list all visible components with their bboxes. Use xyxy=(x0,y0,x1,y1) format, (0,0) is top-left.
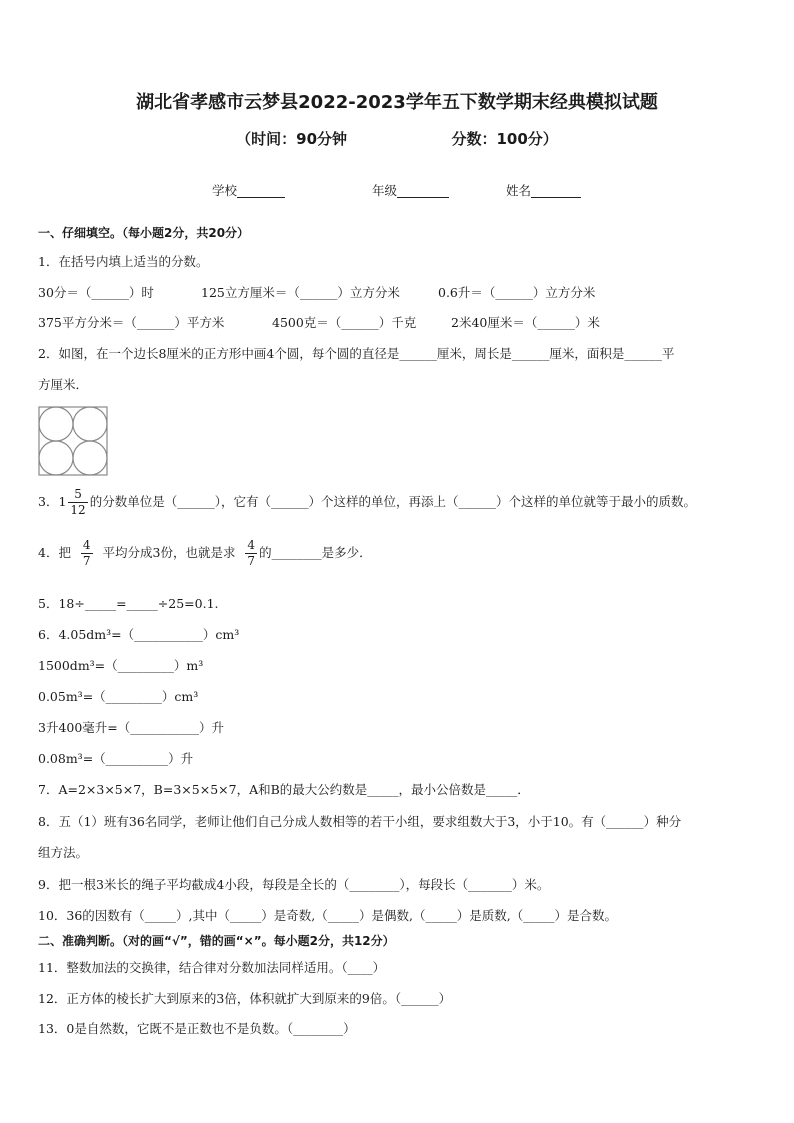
question-2: 2．如图，在一个边长8厘米的正方形中画4个圆，每个圆的直径是______厘米，周长是______厘米，面积是______平 xyxy=(38,346,675,361)
question-6: 6．4.05dm³=（___________）cm³ xyxy=(38,627,240,642)
q6-item: 0.05m³=（_________）cm³ xyxy=(38,689,199,704)
q6-item: 0.08m³=（__________）升 xyxy=(38,751,194,766)
school-field[interactable]: 学校 xyxy=(212,181,285,199)
four-circles-figure xyxy=(38,406,108,476)
q1-item: 0.6升＝（______）立方分米 xyxy=(438,285,596,300)
circle-bottom-right xyxy=(73,441,107,475)
question-11: 11．整数加法的交换律，结合律对分数加法同样适用。（____） xyxy=(38,960,386,975)
question-2-continued: 方厘米． xyxy=(38,377,89,392)
mixed-fraction: $\frac{5}{12}$ xyxy=(70,487,86,517)
question-13: 13．0是自然数，它既不是正数也不是负数。（________） xyxy=(38,1021,356,1036)
q6-item: 1500dm³=（_________）m³ xyxy=(38,658,204,673)
question-10: 10．36的因数有（_____）,其中（_____）是奇数,（_____）是偶数,（_____）是质数,（_____）是合数。 xyxy=(38,908,617,923)
q1-item: 2米40厘米＝（______）米 xyxy=(451,315,600,330)
name-field[interactable]: 姓名 xyxy=(506,181,581,199)
exam-meta xyxy=(0,128,794,149)
q1-item: 4500克＝（______）千克 xyxy=(272,315,417,330)
question-5: 5．18÷_____=_____÷25=0.1. xyxy=(38,596,219,611)
section-2-heading: 二、准确判断。（对的画“√”，错的画“×”。每小题2分，共12分） xyxy=(38,934,395,948)
question-4: 4．把 $\frac{4}{7}$ 平均分成3份，也就是求 $\frac{4}{7}$ 的________是多少． xyxy=(38,538,372,568)
question-1: 1．在括号内填上适当的分数。 xyxy=(38,254,209,269)
section-1-heading: 一、仔细填空。（每小题2分，共20分） xyxy=(38,226,250,240)
q6-item: 3升400毫升=（___________）升 xyxy=(38,720,225,735)
question-9: 9．把一根3米长的绳子平均截成4小段，每段是全长的（________），每段长（_______）米。 xyxy=(38,877,550,892)
q1-item: 375平方分米＝（______）平方米 xyxy=(38,315,225,330)
grade-field[interactable]: 年级 xyxy=(372,181,449,199)
circle-top-left xyxy=(39,407,73,441)
page-title: 湖北省孝感市云梦县2022-2023学年五下数学期末经典模拟试题 xyxy=(136,92,658,113)
circle-bottom-left xyxy=(39,441,73,475)
q1-item: 30分＝（______）时 xyxy=(38,285,154,300)
question-3: 3．1 $\frac{5}{12}$ 的分数单位是（______），它有（______）个这样的单位，再添上（______）个这样的单位就等于最小的质数。 xyxy=(38,487,696,517)
fraction: $\frac{4}{7}$ xyxy=(82,538,91,568)
fraction: $\frac{4}{7}$ xyxy=(247,538,256,568)
question-7: 7．A=2×3×5×7，B=3×5×5×7，A和B的最大公约数是_____，最小公倍数是_____． xyxy=(38,782,530,797)
question-8-continued: 组方法。 xyxy=(38,845,89,860)
circle-top-right xyxy=(73,407,107,441)
q1-item: 125立方厘米＝（______）立方分米 xyxy=(201,285,400,300)
square-outline xyxy=(39,407,107,475)
question-12: 12．正方体的棱长扩大到原来的3倍，体积就扩大到原来的9倍。（______） xyxy=(38,991,452,1006)
total-score: 分数：100分） xyxy=(451,130,558,148)
question-8: 8．五（1）班有36名同学，老师让他们自己分成人数相等的若干小组，要求组数大于3，小于10。有（______）种分 xyxy=(38,814,682,829)
time-limit: （时间：90分钟 xyxy=(236,130,348,148)
